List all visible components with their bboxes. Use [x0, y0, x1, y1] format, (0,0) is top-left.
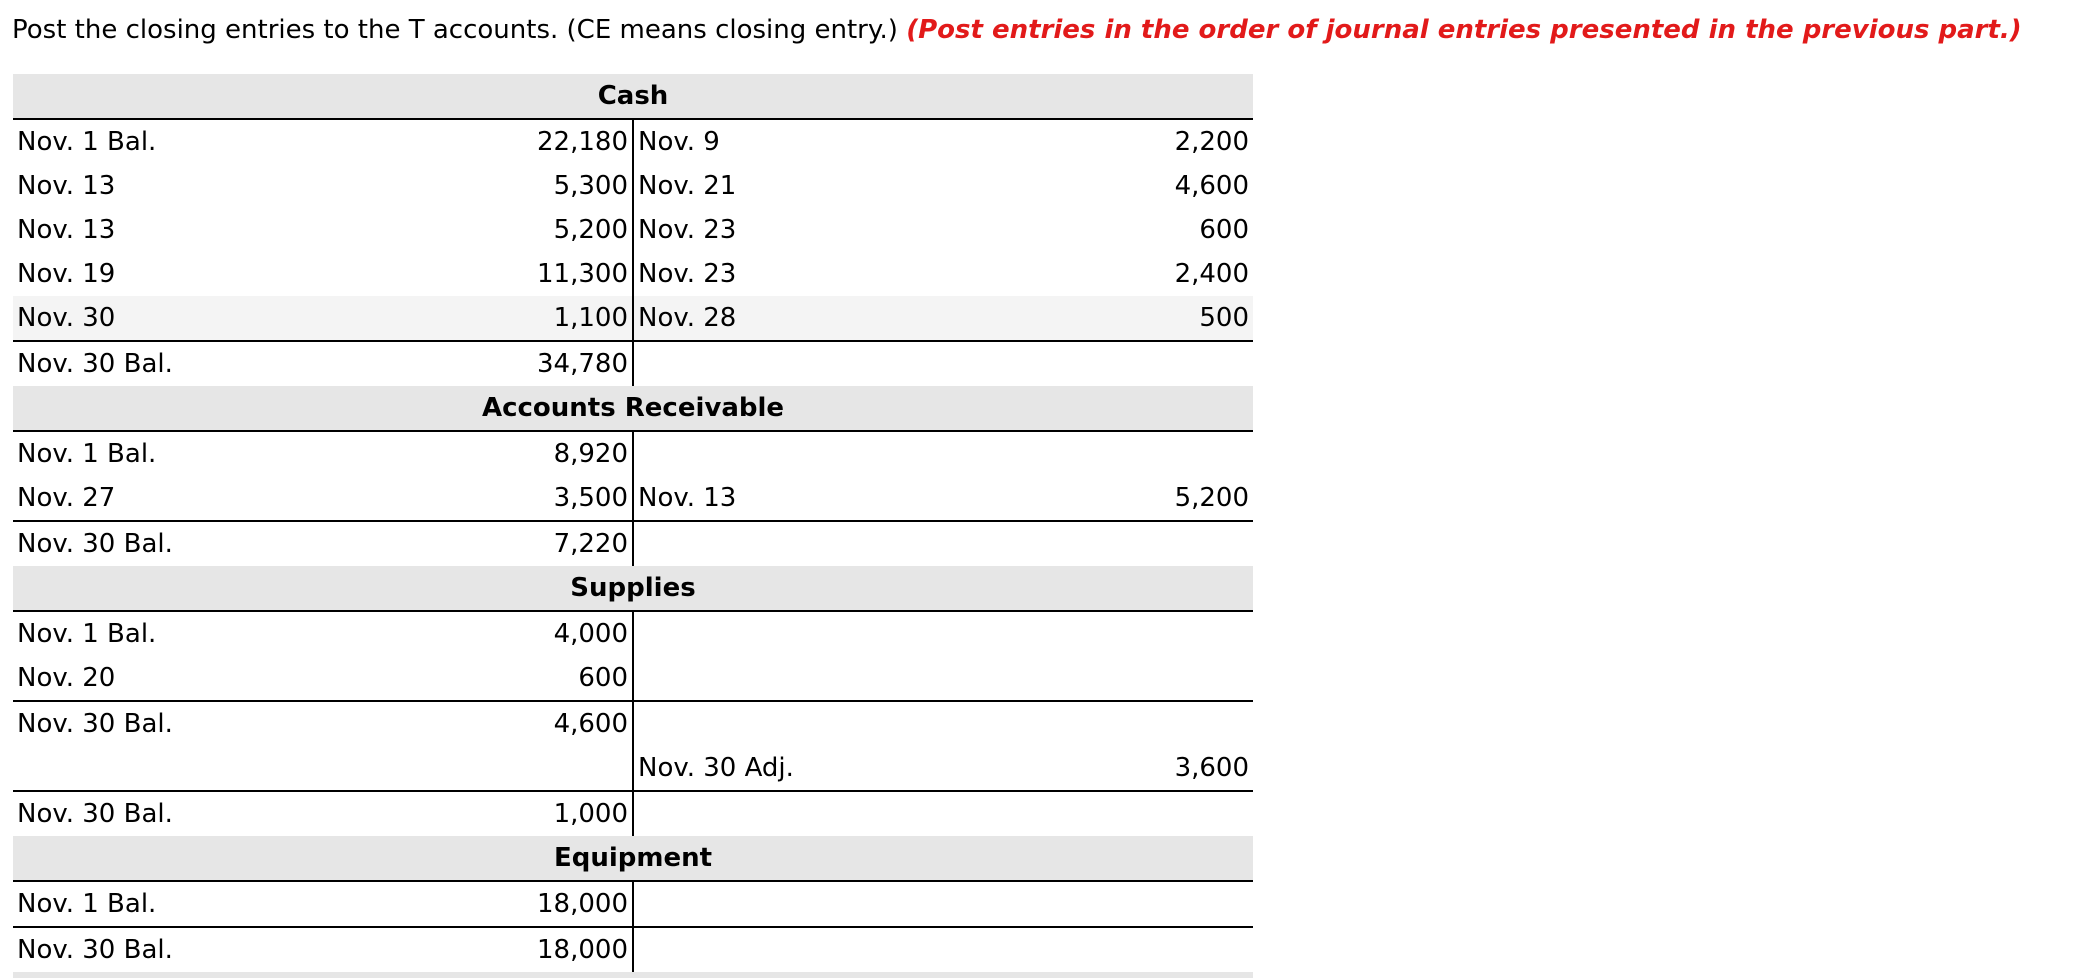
credit-amount [933, 431, 1253, 476]
credit-label [633, 881, 933, 927]
balance-row [13, 341, 1253, 386]
credit-amount [933, 521, 1253, 566]
debit-amount: 18,000 [313, 881, 633, 927]
balance-label: Nov. 30 Bal. [17, 935, 173, 965]
balance-label: Nov. 30 Bal. [17, 799, 173, 829]
credit-label [633, 927, 933, 972]
credit-amount: 2,200 [1174, 127, 1249, 157]
credit-amount: 2,400 [1174, 259, 1249, 289]
credit-label [633, 791, 933, 836]
credit-amount [933, 341, 1253, 386]
debit-label: Nov. 30 [13, 296, 313, 341]
balance-label: Nov. 30 Bal. [17, 709, 173, 739]
adjustment-row [13, 746, 1253, 791]
table-row [13, 476, 1253, 521]
credit-label [633, 611, 933, 656]
credit-label [633, 431, 933, 476]
debit-label: Nov. 13 [17, 215, 116, 245]
debit-amount: 22,180 [313, 119, 633, 164]
account-title: Cash [13, 74, 1253, 119]
balance-row [13, 927, 1253, 972]
account-header-supplies [13, 566, 1253, 611]
credit-label: Nov. 21 [638, 171, 737, 201]
credit-label [633, 341, 933, 386]
account-header-cash [13, 74, 1253, 119]
credit-label: Nov. 13 [633, 476, 933, 521]
debit-label [13, 746, 313, 791]
debit-label: Nov. 27 [13, 476, 313, 521]
credit-amount: 600 [1199, 215, 1249, 245]
credit-amount [933, 656, 1253, 701]
balance-amount: 1,000 [313, 791, 633, 836]
table-row [13, 119, 1253, 164]
balance-amount: 4,600 [313, 701, 633, 746]
credit-label [633, 656, 933, 701]
table-row [13, 164, 1253, 208]
table-row [13, 296, 1253, 341]
debit-amount: 5,300 [313, 164, 633, 208]
debit-label: Nov. 1 Bal. [17, 619, 157, 649]
balance-amount: 18,000 [313, 927, 633, 972]
debit-amount: 4,000 [313, 611, 633, 656]
table-row [13, 611, 1253, 656]
credit-amount [933, 611, 1253, 656]
credit-amount: 500 [933, 296, 1253, 341]
balance-label: Nov. 30 Bal. [17, 529, 173, 559]
instructions-text: Post the closing entries to the T accounts. (CE means closing entry.) [12, 15, 898, 45]
balance-amount: 34,780 [313, 341, 633, 386]
table-row [13, 881, 1253, 927]
adjustment-amount: 3,600 [933, 746, 1253, 791]
debit-label: Nov. 1 Bal. [17, 127, 157, 157]
table-row [13, 252, 1253, 296]
table-row [13, 431, 1253, 476]
debit-label: Nov. 1 Bal. [13, 881, 313, 927]
account-title: Supplies [13, 566, 1253, 611]
debit-label: Nov. 13 [17, 171, 116, 201]
credit-label [633, 521, 933, 566]
account-header-equipment [13, 836, 1253, 881]
debit-label: Nov. 1 Bal. [17, 439, 157, 469]
credit-label: Nov. 23 [638, 259, 737, 289]
instructions [12, 12, 2022, 48]
account-header-accounts-receivable [13, 386, 1253, 431]
credit-label: Nov. 23 [638, 215, 737, 245]
balance-row [13, 521, 1253, 566]
balance-label: Nov. 30 Bal. [17, 349, 173, 379]
adjustment-label: Nov. 30 Adj. [633, 746, 933, 791]
debit-amount: 11,300 [313, 252, 633, 296]
balance-amount: 7,220 [313, 521, 633, 566]
table-row [13, 656, 1253, 701]
credit-amount [933, 881, 1253, 927]
balance-row [13, 791, 1253, 836]
next-account-header-strip [13, 972, 1253, 978]
credit-amount [933, 927, 1253, 972]
debit-label: Nov. 19 [17, 259, 116, 289]
debit-amount [313, 746, 633, 791]
credit-amount [933, 791, 1253, 836]
debit-amount: 600 [313, 656, 633, 701]
credit-amount: 4,600 [1174, 171, 1249, 201]
debit-label: Nov. 20 [13, 656, 313, 701]
credit-amount: 5,200 [933, 476, 1253, 521]
credit-label: Nov. 9 [638, 127, 720, 157]
balance-row [13, 701, 1253, 746]
instructions-note: (Post entries in the order of journal entries presented in the previous part.) [906, 15, 2022, 45]
next-account-edge [13, 972, 1253, 978]
table-row [13, 208, 1253, 252]
debit-amount: 3,500 [313, 476, 633, 521]
account-title: Equipment [13, 836, 1253, 881]
debit-amount: 1,100 [313, 296, 633, 341]
account-title: Accounts Receivable [13, 386, 1253, 431]
credit-amount [933, 701, 1253, 746]
t-accounts-ledger [13, 74, 1253, 978]
credit-label: Nov. 28 [633, 296, 933, 341]
credit-label [633, 701, 933, 746]
debit-amount: 8,920 [313, 431, 633, 476]
debit-amount: 5,200 [313, 208, 633, 252]
